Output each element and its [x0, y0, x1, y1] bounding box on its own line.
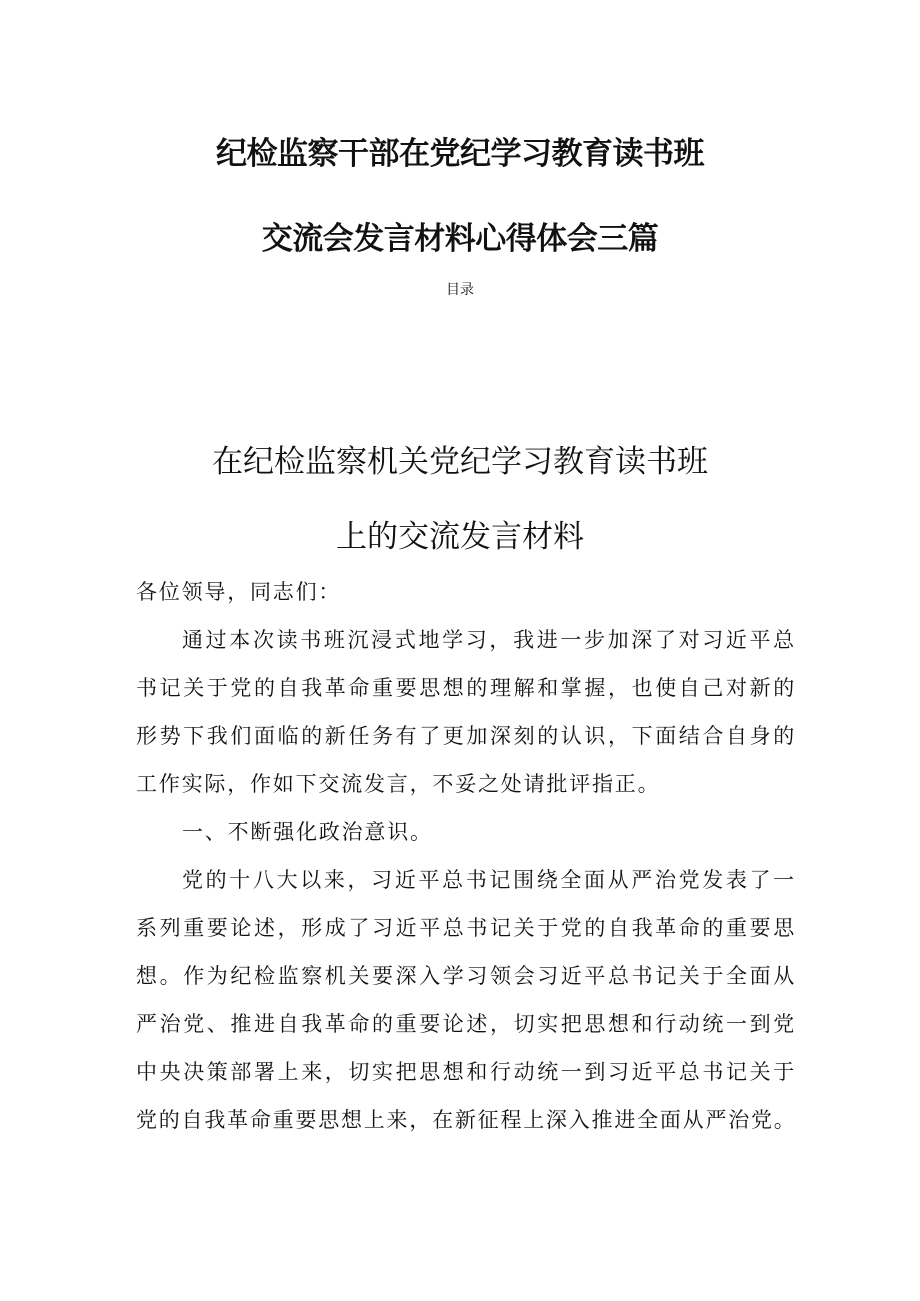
paragraph-line: 党的十八大以来，习近平总书记围绕全面从严治党发表了一 — [182, 868, 796, 892]
section-title-line-1: 在纪检监察机关党纪学习教育读书班 — [212, 444, 708, 480]
paragraph-line: 工作实际，作如下交流发言，不妥之处请批评指正。 — [136, 772, 661, 796]
document-body — [136, 568, 796, 1144]
paragraph-line: 形势下我们面临的新任务有了更加深刻的认识，下面结合自身的 — [136, 724, 796, 748]
document-title-line-2: 交流会发言材料心得体会三篇 — [261, 221, 659, 257]
paragraph-line: 党的自我革命重要思想上来，在新征程上深入推进全面从严治党。 — [136, 1108, 796, 1132]
paragraph-intro — [136, 616, 796, 808]
paragraph-body-1 — [136, 856, 796, 1144]
paragraph-line: 书记关于党的自我革命重要思想的理解和掌握，也使自己对新的 — [136, 676, 796, 700]
document-title-line-1: 纪检监察干部在党纪学习教育读书班 — [216, 136, 704, 172]
paragraph-line: 中央决策部署上来，切实把思想和行动统一到习近平总书记关于 — [136, 1060, 796, 1084]
table-of-contents-label: 目录 — [446, 282, 474, 298]
salutation: 各位领导，同志们： — [136, 580, 342, 604]
section-title-line-2: 上的交流发言材料 — [336, 519, 584, 555]
section-heading: 一、不断强化政治意识。 — [182, 820, 433, 844]
paragraph-line: 严治党、推进自我革命的重要论述，切实把思想和行动统一到党 — [136, 1012, 796, 1036]
paragraph-line: 想。作为纪检监察机关要深入学习领会习近平总书记关于全面从 — [136, 964, 796, 988]
paragraph-heading-1 — [136, 808, 796, 856]
paragraph-line: 系列重要论述，形成了习近平总书记关于党的自我革命的重要思 — [136, 916, 796, 940]
paragraph-line: 通过本次读书班沉浸式地学习，我进一步加深了对习近平总 — [182, 628, 796, 652]
